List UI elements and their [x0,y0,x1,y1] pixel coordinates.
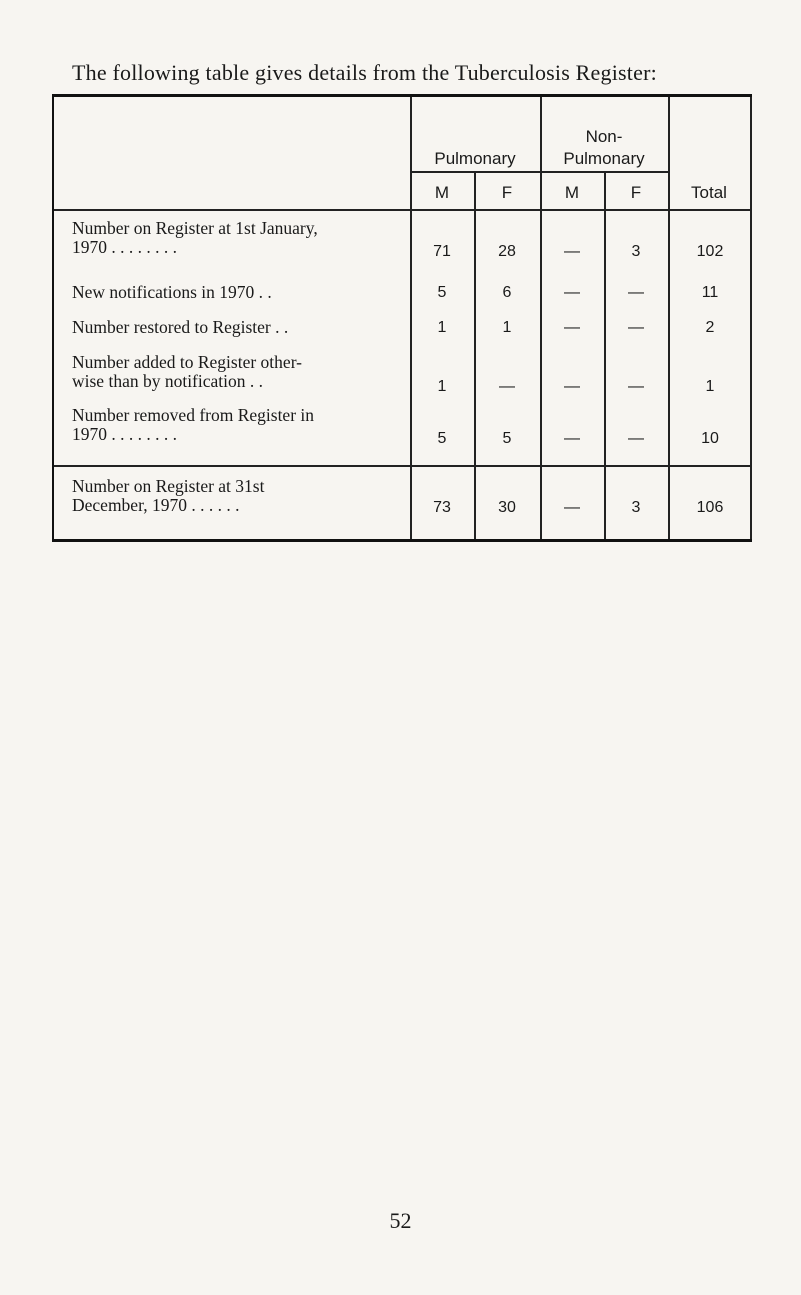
row-label: New notifications in 1970 . . [72,282,272,302]
header-non-pulmonary-female: F [630,183,642,202]
cell-non-pulmonary-male: — [564,319,580,336]
cell-non-pulmonary-male: — [564,284,580,301]
row-divider [54,209,752,211]
row-divider [410,171,668,173]
cell-non-pulmonary-male: — [564,243,580,260]
page-number: 52 [389,1208,412,1233]
cell-total: 106 [696,499,724,516]
column-divider [668,97,670,539]
row-label: Number on Register at 31st [72,476,265,496]
cell-non-pulmonary-female: — [628,284,644,301]
cell-total: 2 [705,319,715,336]
header-non-pulmonary-male: M [564,183,580,202]
cell-pulmonary-male: 5 [437,430,447,447]
cell-non-pulmonary-female: 3 [631,243,641,260]
row-label: Number removed from Register in [72,405,315,425]
column-divider [474,171,476,539]
column-divider [604,171,606,539]
cell-pulmonary-female: 1 [502,319,512,336]
row-label: 1970 . . . . . . . . [72,424,177,444]
header-pulmonary: Pulmonary [434,149,516,168]
cell-non-pulmonary-female: 3 [631,499,641,516]
row-label: December, 1970 . . . . . . [72,495,240,515]
cell-total: 102 [696,243,724,260]
tuberculosis-register-table [52,94,752,542]
row-label: Number added to Register other- [72,352,302,372]
cell-non-pulmonary-female: — [628,378,644,395]
cell-pulmonary-male: 73 [433,499,451,516]
row-label: Number on Register at 1st January, [72,218,318,238]
cell-pulmonary-male: 71 [433,243,451,260]
row-label: wise than by notification . . [72,371,264,391]
cell-total: 11 [701,284,719,301]
cell-pulmonary-male: 5 [437,284,447,301]
header-pulmonary-female: F [501,183,513,202]
cell-pulmonary-female: — [499,378,515,395]
row-label: 1970 . . . . . . . . [72,237,177,257]
cell-pulmonary-female: 5 [502,430,512,447]
header-pulmonary-male: M [434,183,450,202]
cell-non-pulmonary-female: — [628,430,644,447]
row-label: Number restored to Register . . [72,317,289,337]
cell-pulmonary-male: 1 [437,319,447,336]
cell-pulmonary-female: 30 [498,499,516,516]
table-caption: The following table gives details from the Tuberculosis Register: [72,60,657,85]
cell-pulmonary-female: 28 [498,243,516,260]
cell-pulmonary-female: 6 [502,284,512,301]
cell-non-pulmonary-female: — [628,319,644,336]
cell-non-pulmonary-male: — [564,378,580,395]
header-total: Total [691,183,727,202]
cell-non-pulmonary-male: — [564,499,580,516]
column-divider [750,97,752,539]
cell-total: 10 [701,430,719,447]
row-divider [54,465,752,467]
cell-pulmonary-male: 1 [437,378,447,395]
header-non-pulmonary-line2: Pulmonary [563,149,645,168]
header-non-pulmonary-line1: Non- [585,127,623,146]
cell-total: 1 [705,378,715,395]
cell-non-pulmonary-male: — [564,430,580,447]
